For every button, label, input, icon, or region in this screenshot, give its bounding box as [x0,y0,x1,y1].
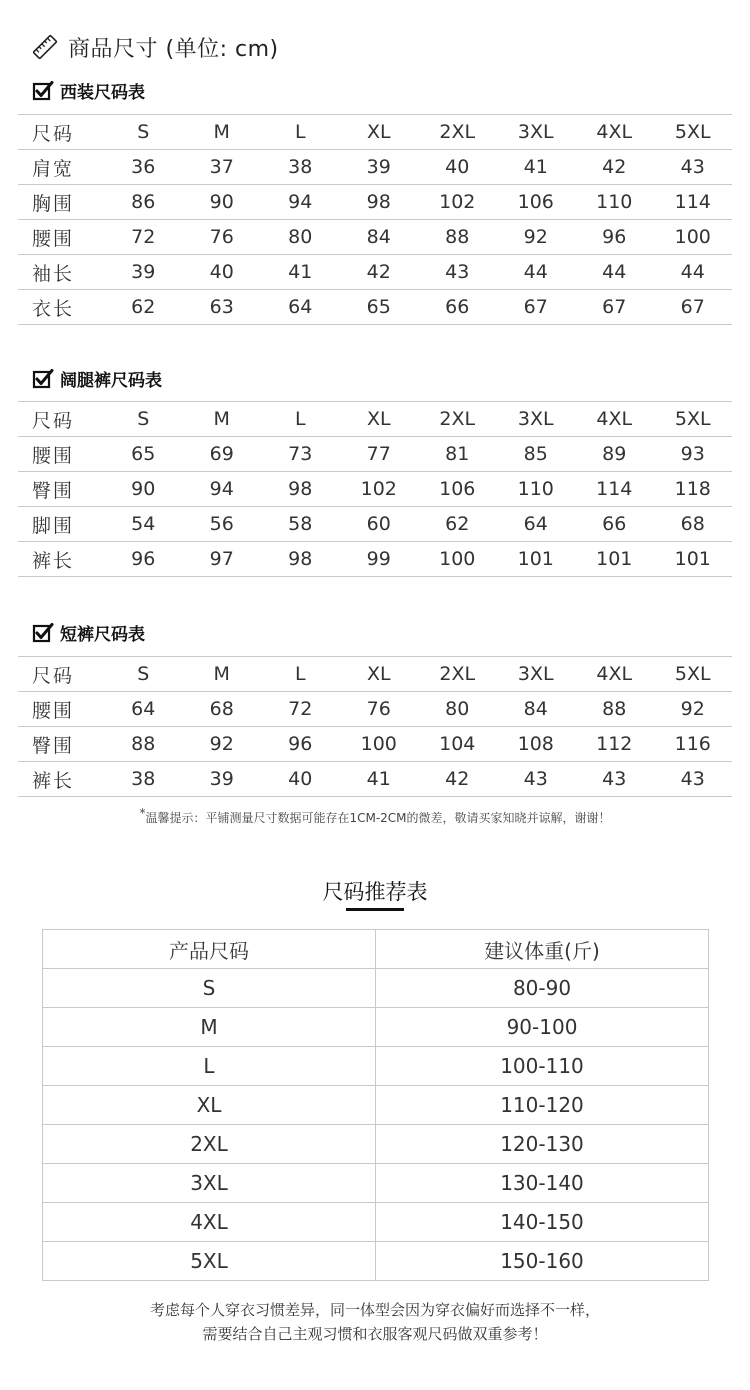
table-cell: 112 [575,727,654,762]
table-row [18,542,732,577]
table-cell: 101 [654,542,733,577]
table-cell: 110 [575,185,654,220]
table-row [18,727,732,762]
table-header-cell: 4XL [575,115,654,150]
table-header-cell: S [104,115,183,150]
table-header-cell: XL [340,402,419,437]
table-cell: 65 [104,437,183,472]
table-cell: XL [43,1086,376,1125]
row-label-cell: 裤长 [18,542,104,577]
table-cell: 97 [183,542,262,577]
table-cell: 69 [183,437,262,472]
section-title-text: 短裤尺码表 [60,625,145,645]
table-cell: 65 [340,290,419,325]
table-cell: 67 [575,290,654,325]
checkbox-checked-icon [32,622,54,644]
page-title [32,30,279,64]
table-header-cell: 5XL [654,657,733,692]
table-cell: 43 [654,150,733,185]
footer-advice [0,1298,750,1346]
table-cell: 118 [654,472,733,507]
table-cell: 98 [340,185,419,220]
table-cell: 60 [340,507,419,542]
note-text: 温馨提示：平铺测量尺寸数据可能存在1CM-2CM的微差，敬请买家知晓并谅解，谢谢！ [145,811,611,825]
table-header-cell: XL [340,657,419,692]
table-cell: 36 [104,150,183,185]
table-header-cell: 产品尺码 [43,930,376,969]
table-header-cell: 3XL [497,657,576,692]
table-header-cell: 尺码 [18,115,104,150]
table-cell: 4XL [43,1203,376,1242]
table-header-cell: 4XL [575,657,654,692]
table-cell: 114 [575,472,654,507]
recommend-title: 尺码推荐表 [322,880,428,904]
table-cell: 43 [654,762,733,797]
table-cell: 96 [261,727,340,762]
table-cell: 84 [497,692,576,727]
table-cell: 94 [261,185,340,220]
table-row [43,1125,709,1164]
table-header-cell: 尺码 [18,402,104,437]
table-cell: 54 [104,507,183,542]
row-label-cell: 胸围 [18,185,104,220]
table-row [18,472,732,507]
table-cell: 44 [575,255,654,290]
table-cell: 108 [497,727,576,762]
table-cell: 80 [418,692,497,727]
ruler-icon [32,34,58,60]
table-cell: 3XL [43,1164,376,1203]
table-header-cell: M [183,657,262,692]
table-cell: 64 [497,507,576,542]
table-row [18,185,732,220]
table-cell: 67 [654,290,733,325]
table-header-cell: 2XL [418,115,497,150]
table-cell: 140-150 [376,1203,709,1242]
table-cell: 106 [497,185,576,220]
table-cell: 38 [104,762,183,797]
table-cell: 96 [575,220,654,255]
table-cell: 42 [575,150,654,185]
table-cell: 114 [654,185,733,220]
size-table-suit [18,114,732,325]
section-title-shorts [32,620,145,645]
page-title-text: 商品尺寸 (单位: cm) [68,36,279,62]
table-cell: 106 [418,472,497,507]
section-title-wide-leg-pants [32,366,162,391]
table-cell: 102 [340,472,419,507]
table-cell: 63 [183,290,262,325]
table-row [43,1242,709,1281]
table-cell: 42 [340,255,419,290]
table-header-cell: S [104,402,183,437]
table-cell: 101 [497,542,576,577]
row-label-cell: 袖长 [18,255,104,290]
table-cell: 41 [261,255,340,290]
table-cell: 76 [340,692,419,727]
table-header-cell: 尺码 [18,657,104,692]
table-cell: 84 [340,220,419,255]
table-cell: 90-100 [376,1008,709,1047]
table-cell: 92 [654,692,733,727]
table-cell: 41 [340,762,419,797]
row-label-cell: 腰围 [18,220,104,255]
table-header-cell: M [183,115,262,150]
table-cell: 39 [340,150,419,185]
table-row [43,1203,709,1242]
table-cell: 80 [261,220,340,255]
table-row [18,255,732,290]
table-header-row [18,402,732,437]
table-cell: 43 [418,255,497,290]
checkbox-checked-icon [32,368,54,390]
row-label-cell: 脚围 [18,507,104,542]
table-cell: 100 [418,542,497,577]
table-cell: 43 [497,762,576,797]
row-label-cell: 肩宽 [18,150,104,185]
table-cell: 102 [418,185,497,220]
table-cell: 150-160 [376,1242,709,1281]
footer-line: 需要结合自己主观习惯和衣服客观尺码做双重参考！ [202,1325,548,1343]
table-cell: 88 [418,220,497,255]
table-cell: 41 [497,150,576,185]
section-title-suit [32,78,145,103]
table-row [43,1164,709,1203]
table-cell: 104 [418,727,497,762]
table-cell: 66 [418,290,497,325]
section-title-text: 西装尺码表 [60,83,145,103]
table-cell: 38 [261,150,340,185]
note-asterisk: * [139,806,146,820]
table-cell: 2XL [43,1125,376,1164]
table-cell: 77 [340,437,419,472]
table-cell: 100 [654,220,733,255]
table-cell: 86 [104,185,183,220]
table-cell: 66 [575,507,654,542]
size-table-shorts [18,656,732,797]
table-header-cell: 2XL [418,402,497,437]
table-cell: 100-110 [376,1047,709,1086]
table-cell: 98 [261,472,340,507]
table-cell: 85 [497,437,576,472]
table-cell: L [43,1047,376,1086]
table-row [18,507,732,542]
recommend-title-underline [346,908,404,911]
table-header-cell: 4XL [575,402,654,437]
table-cell: 68 [654,507,733,542]
table-cell: 89 [575,437,654,472]
table-cell: 42 [418,762,497,797]
table-cell: 37 [183,150,262,185]
section-title-text: 阔腿裤尺码表 [60,371,162,391]
table-cell: 72 [104,220,183,255]
table-cell: 96 [104,542,183,577]
table-cell: 64 [104,692,183,727]
table-cell: 62 [418,507,497,542]
table-cell: 101 [575,542,654,577]
table-cell: 44 [497,255,576,290]
table-header-row [43,930,709,969]
table-cell: 40 [418,150,497,185]
table-cell: 64 [261,290,340,325]
table-cell: 40 [183,255,262,290]
row-label-cell: 腰围 [18,437,104,472]
table-cell: 58 [261,507,340,542]
table-cell: 130-140 [376,1164,709,1203]
row-label-cell: 衣长 [18,290,104,325]
table-cell: 56 [183,507,262,542]
table-row [43,969,709,1008]
row-label-cell: 腰围 [18,692,104,727]
table-header-cell: 3XL [497,402,576,437]
row-label-cell: 臀围 [18,727,104,762]
table-row [18,437,732,472]
table-cell: 88 [104,727,183,762]
table-cell: 90 [104,472,183,507]
table-row [18,762,732,797]
table-row [43,1008,709,1047]
table-cell: 116 [654,727,733,762]
table-header-cell: L [261,115,340,150]
table-header-cell: 建议体重(斤) [376,930,709,969]
table-row [18,220,732,255]
table-header-row [18,115,732,150]
table-cell: 100 [340,727,419,762]
measurement-note [0,806,750,826]
table-cell: 110-120 [376,1086,709,1125]
table-cell: 92 [183,727,262,762]
table-cell: 68 [183,692,262,727]
table-cell: 92 [497,220,576,255]
table-header-cell: L [261,402,340,437]
table-cell: 98 [261,542,340,577]
table-header-cell: 5XL [654,402,733,437]
table-header-cell: XL [340,115,419,150]
table-cell: 40 [261,762,340,797]
table-header-cell: S [104,657,183,692]
table-cell: 73 [261,437,340,472]
table-cell: 44 [654,255,733,290]
table-header-row [18,657,732,692]
table-cell: 67 [497,290,576,325]
table-header-cell: M [183,402,262,437]
table-cell: S [43,969,376,1008]
table-cell: 80-90 [376,969,709,1008]
table-header-cell: 3XL [497,115,576,150]
table-cell: 88 [575,692,654,727]
table-cell: 93 [654,437,733,472]
table-cell: 120-130 [376,1125,709,1164]
table-cell: 81 [418,437,497,472]
table-cell: 5XL [43,1242,376,1281]
table-cell: 43 [575,762,654,797]
size-recommendation-table [42,929,709,1281]
table-cell: 99 [340,542,419,577]
row-label-cell: 臀围 [18,472,104,507]
table-cell: 39 [104,255,183,290]
table-row [43,1047,709,1086]
table-cell: 39 [183,762,262,797]
table-row [18,290,732,325]
table-cell: 90 [183,185,262,220]
row-label-cell: 裤长 [18,762,104,797]
size-table-wide-leg-pants [18,401,732,577]
table-cell: 110 [497,472,576,507]
footer-line: 考虑每个人穿衣习惯差异，同一体型会因为穿衣偏好而选择不一样， [149,1301,600,1319]
checkbox-checked-icon [32,80,54,102]
table-header-cell: L [261,657,340,692]
table-cell: 76 [183,220,262,255]
table-header-cell: 5XL [654,115,733,150]
table-header-cell: 2XL [418,657,497,692]
table-row [43,1086,709,1125]
table-row [18,692,732,727]
table-cell: 62 [104,290,183,325]
table-cell: 72 [261,692,340,727]
table-row [18,150,732,185]
table-cell: 94 [183,472,262,507]
table-cell: M [43,1008,376,1047]
